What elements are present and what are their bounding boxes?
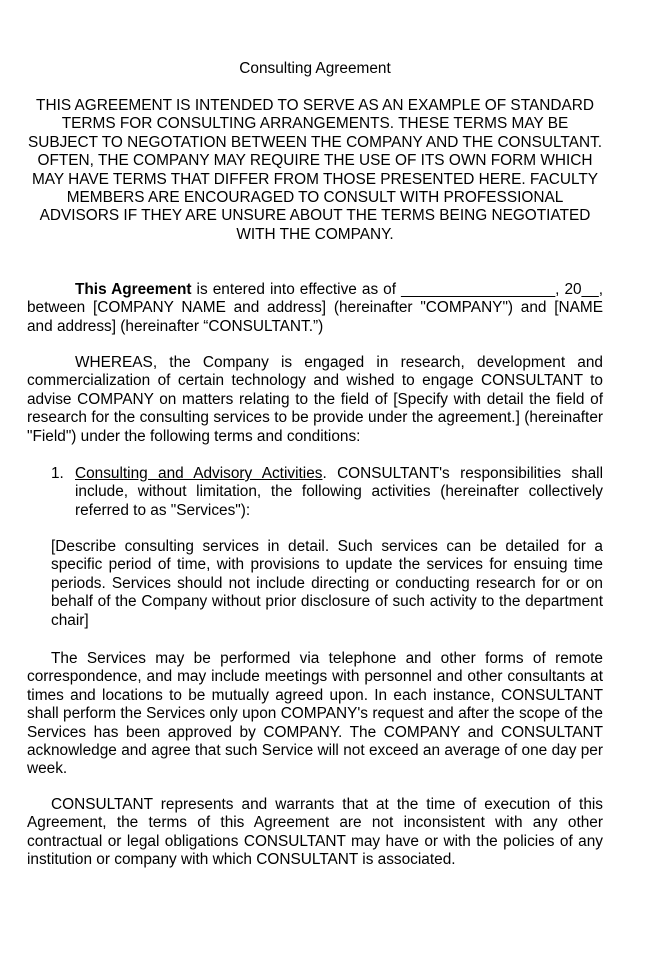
describe-services-paragraph: [Describe consulting services in detail. Such services can be detailed for a specific period of time, with provisions to update the services for ensuing time periods. Services should not include directing or conducting research for or on behalf of the Company without prior disclosure of such activity to the department chair] — [51, 538, 603, 629]
section-1-list-item — [51, 465, 603, 520]
intro-text-a: is entered into effective as of — [191, 281, 402, 298]
document-title: Consulting Agreement — [239, 60, 391, 77]
disclaimer-paragraph: THIS AGREEMENT IS INTENDED TO SERVE AS AN EXAMPLE OF STANDARD TERMS FOR CONSULTING ARRANGEMENTS. THESE TERMS MAY BE SUBJECT TO NEGOTATION BETWEEN THE COMPANY AND THE CONSULTANT. OFTEN, THE COMPANY MAY REQUIRE THE USE OF ITS OWN FORM WHICH MAY HAVE TERMS THAT DIFFER FROM THOSE PRESENTED HERE. FACULTY MEMBERS ARE ENCOURAGED TO CONSULT WITH PROFESSIONAL ADVISORS IF THEY ARE UNSURE ABOUT THE TERMS BEING NEGOTIATED WITH THE COMPANY. — [27, 97, 603, 243]
warranty-paragraph: CONSULTANT represents and warrants that at the time of execution of this Agreement, the terms of this Agreement are not inconsistent with any other contractual or legal obligations CONSULTANT may have or with the policies of any institution or company with which CONSULTANT is associated. — [27, 796, 603, 869]
intro-paragraph — [27, 281, 603, 336]
intro-text-b: , 20__, between [COMPANY NAME and address] (hereinafter "COMPANY") and [NAME and address] (hereinafter “CONSULTANT.”) — [27, 281, 603, 335]
whereas-paragraph: WHEREAS, the Company is engaged in research, development and commercialization of certain technology and wished to engage CONSULTANT to advise COMPANY on matters relating to the field of [Specify with detail the field of research for the consulting services to be provide under the agreement.] (hereinafter "Field") under the following terms and conditions: — [27, 354, 603, 445]
section-1-body — [75, 465, 603, 520]
intro-bold-lead: This Agreement — [75, 281, 192, 298]
services-paragraph: The Services may be performed via telephone and other forms of remote correspondence, and may include meetings with personnel and other consultants at times and locations to be mutually agreed upon. In each instance, CONSULTANT shall perform the Services only upon COMPANY's request and after the scope of the Services has been approved by COMPANY. The COMPANY and CONSULTANT acknowledge and agree that such Service will not exceed an average of one day per week. — [27, 650, 603, 778]
section-1-heading: Consulting and Advisory Activities — [75, 465, 323, 482]
section-1-number: 1. — [51, 465, 64, 482]
section-1-text: . CONSULTANT's responsibilities shall include, without limitation, the following activities (hereinafter collectively referred to as "Services"): — [75, 465, 604, 519]
date-blank-line: __________________ — [401, 281, 556, 298]
